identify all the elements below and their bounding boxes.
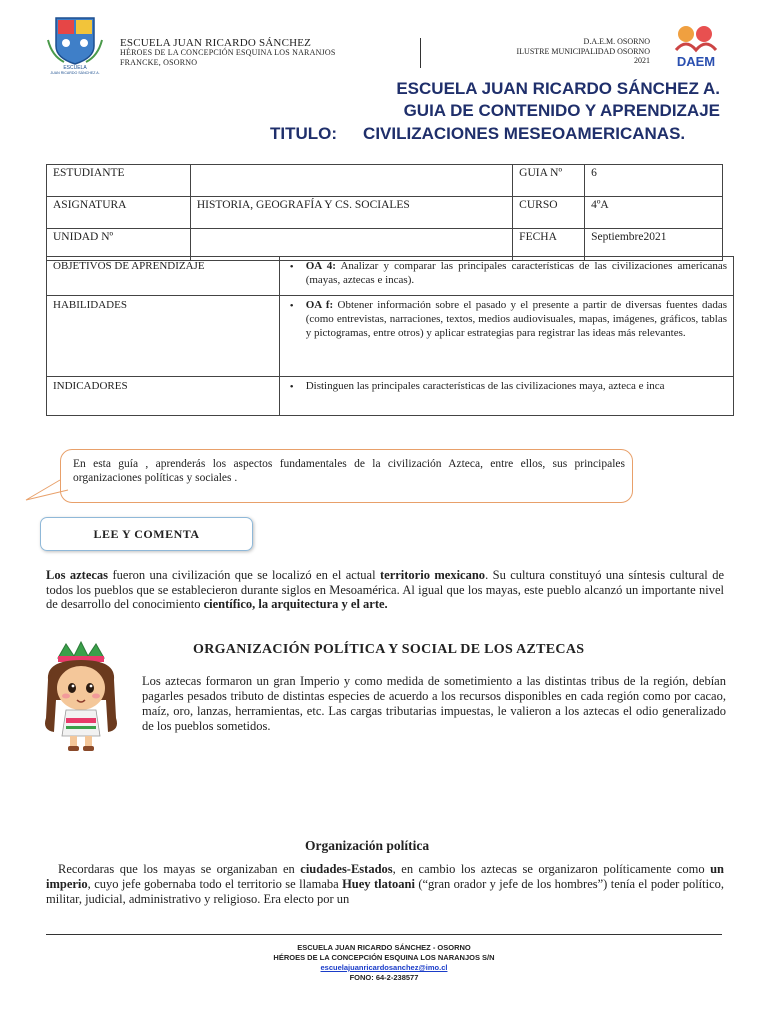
- svg-text:JUAN RICARDO SÁNCHEZ A.: JUAN RICARDO SÁNCHEZ A.: [50, 71, 100, 74]
- worksheet-title: [270, 124, 685, 144]
- table-row: [47, 257, 734, 296]
- daem-block: [517, 37, 651, 66]
- objectives-label: OBJETIVOS DE APRENDIZAJE: [47, 257, 280, 296]
- bold-text: un imperio: [46, 862, 724, 891]
- school-address-block: [120, 38, 335, 68]
- oa-code: OA 4:: [305, 260, 336, 272]
- svg-text:ESCUELA: ESCUELA: [63, 65, 87, 71]
- oa-text: Analizar y comparar las principales características de las civilizaciones americanas (mayas, aztecas e incas).: [305, 260, 727, 286]
- info-label: GUIA Nº: [513, 165, 585, 197]
- info-value: HISTORIA, GEOGRAFÍA Y CS. SOCIALES: [190, 197, 512, 229]
- indicators-label: INDICADORES: [47, 377, 280, 416]
- table-row: [47, 165, 723, 197]
- indicators-content: [279, 377, 733, 416]
- bullet-icon: •: [289, 261, 294, 273]
- body-text: , en cambio los aztecas se organizaron políticamente como: [392, 862, 711, 876]
- section-heading: ORGANIZACIÓN POLÍTICA Y SOCIAL DE LOS AZTECAS: [193, 642, 585, 657]
- skills-label: HABILIDADES: [47, 296, 280, 377]
- political-paragraph: [46, 862, 724, 907]
- body-text: , cuyo jefe gobernaba todo el territorio se llamaba: [87, 877, 343, 891]
- body-text: (“gran orador y jefe de los hombres”) tenía el poder político, militar, judicial, administrativo y religioso. Era electo por un: [46, 877, 725, 906]
- empire-paragraph: Los aztecas formaron un gran Imperio y como medida de sometimiento a las distintas tribus de la región, debían pagarles pesados tributo de distintas especies de acuerdo a los recursos disponibles en cada región como por cacao, maíz, oro, lanzas, herramientas, etc. Las cargas tributarias impuestas, le valieron a los aztecas el odio generalizado de los pueblos sometidos.: [142, 674, 726, 733]
- info-label: ASIGNATURA: [47, 197, 191, 229]
- info-value: 6: [585, 165, 723, 197]
- info-label: ESTUDIANTE: [47, 165, 191, 197]
- title-value: CIVILIZACIONES MESEOAMERICANAS.: [363, 124, 686, 143]
- objectives-table: [46, 256, 734, 416]
- student-name-field[interactable]: [190, 165, 512, 197]
- municipality-name: ILUSTRE MUNICIPALIDAD OSORNO: [516, 46, 650, 56]
- body-text: Recordaras que los mayas se organizaban en: [58, 862, 301, 876]
- oa-code: OA f:: [305, 299, 334, 311]
- body-text: . Su cultura constituyó una síntesis cultural de todos los pueblos que se establecieron durante siglos en Mesoamérica. Al igual que los mayas, este pueblo alcanzó un importante nivel de desarrollo del conocimiento: [46, 568, 724, 611]
- bold-text: Los aztecas: [46, 568, 109, 582]
- info-label: FECHA: [513, 229, 585, 261]
- footer: [0, 943, 768, 983]
- school-street: HÉROES DE LA CONCEPCIÓN ESQUINA LOS NARANJOS: [120, 48, 336, 57]
- school-crest-logo: [44, 12, 106, 74]
- bold-text: científico, la arquitectura y el arte.: [203, 597, 388, 611]
- aztec-girl-illustration: [36, 640, 126, 752]
- school-title: ESCUELA JUAN RICARDO SÁNCHEZ A.: [396, 79, 720, 98]
- info-value: Septiembre2021: [585, 229, 723, 261]
- bold-text: ciudades-Estados: [300, 862, 393, 876]
- footer-address: HÉROES DE LA CONCEPCIÓN ESQUINA LOS NARANJOS S/N: [273, 953, 495, 962]
- body-text: fueron una civilización que se localizó en el actual: [108, 568, 380, 582]
- info-label: CURSO: [513, 197, 585, 229]
- intro-paragraph: [46, 568, 724, 612]
- skills-content: [279, 296, 733, 377]
- subheading: Organización política: [305, 838, 430, 853]
- lee-y-comenta-label: LEE Y COMENTA: [40, 517, 253, 551]
- indicator-text: Distinguen las principales características de las civilizaciones maya, azteca e inca: [305, 380, 665, 392]
- intro-speech-bubble: En esta guía , aprenderás los aspectos fundamentales de la civilización Azteca, entre ellos, sus principales organizaciones políticas y sociales .: [60, 449, 633, 503]
- guide-title: GUIA DE CONTENIDO Y APRENDIZAJE: [403, 101, 720, 120]
- student-info-table: [46, 164, 723, 261]
- school-city: FRANCKE, OSORNO: [120, 58, 198, 67]
- bold-text: territorio mexicano: [379, 568, 486, 582]
- info-value: 4ºA: [585, 197, 723, 229]
- table-row: [47, 296, 734, 377]
- bold-text: Huey tlatoani: [342, 877, 415, 891]
- daem-logo: [666, 22, 728, 72]
- header-year: 2021: [634, 56, 650, 65]
- daem-name: D.A.E.M. OSORNO: [583, 37, 650, 46]
- title-label: TITULO:: [270, 124, 338, 143]
- bullet-icon: •: [289, 381, 294, 393]
- info-label: UNIDAD Nº: [47, 229, 191, 261]
- oa-text: Obtener información sobre el pasado y el presente a partir de diversas fuentes dadas (como entrevistas, narraciones, textos, medios audiovisuales, mapas, imágenes, gráficos, tablas y pictogramas, entre otros) y aplicar estrategias para registrar las ideas más relevantes.: [305, 299, 727, 339]
- table-row: [47, 197, 723, 229]
- table-row: [47, 377, 734, 416]
- objectives-content: [279, 257, 733, 296]
- bullet-icon: •: [289, 300, 294, 312]
- footer-school: ESCUELA JUAN RICARDO SÁNCHEZ - OSORNO: [297, 943, 471, 952]
- svg-text:DAEM: DAEM: [676, 54, 716, 69]
- school-name: ESCUELA JUAN RICARDO SÁNCHEZ: [120, 37, 312, 49]
- footer-divider: [46, 934, 722, 935]
- footer-phone: FONO: 64-2-238577: [349, 973, 419, 982]
- header-divider: [420, 38, 421, 68]
- footer-email-link[interactable]: escuelajuanricardosanchez@imo.cl: [320, 963, 448, 972]
